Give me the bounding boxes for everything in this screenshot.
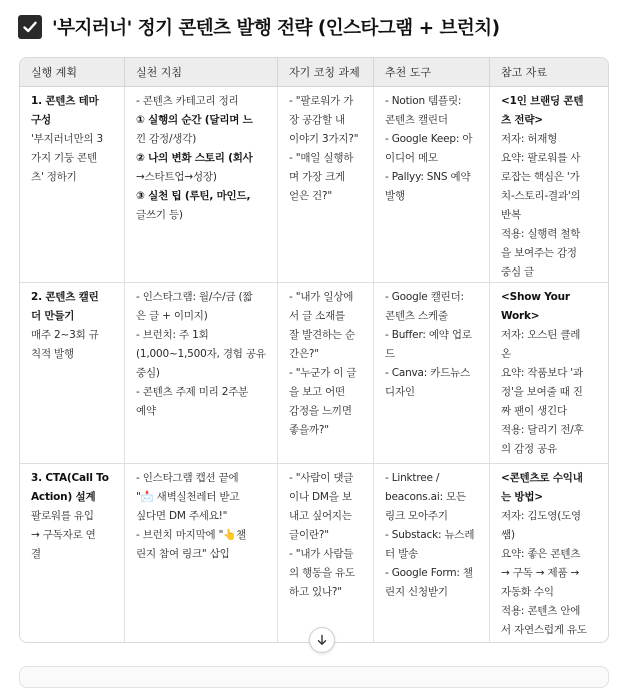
cell-line: Action) 설계 <box>31 491 96 503</box>
header-guideline: 실천 지침 <box>125 58 278 86</box>
cell-line: 온 <box>501 348 511 360</box>
cell-line: - "내가 일상에 <box>289 291 354 303</box>
cell-line: 이나 DM을 보 <box>289 491 352 503</box>
cell-line: - Buffer: 예약 업로 <box>385 329 472 341</box>
cell-line: 서 글 소재를 <box>289 310 345 322</box>
cell-line: 드 <box>385 348 395 360</box>
check-mark-icon <box>18 15 42 39</box>
cell-line: - 콘텐츠 카테고리 정리 <box>136 95 239 107</box>
cell-line: - Google Form: 챌 <box>385 567 473 579</box>
cell-line: 감정을 느끼면 <box>289 405 352 417</box>
cell-coaching <box>278 464 374 643</box>
cell-line: 는 방법> <box>501 491 543 503</box>
cell-line: 낀 감정/생각) <box>136 133 197 145</box>
cell-line: - "팔로워가 가 <box>289 95 354 107</box>
cell-line: 중심 글 <box>501 266 534 278</box>
cell-line: 구성 <box>31 114 51 126</box>
header-references: 참고 자료 <box>501 66 548 79</box>
cell-line: - 브런치: 주 1회 <box>136 329 209 341</box>
cell-line: 요약: 좋은 콘텐츠 <box>501 548 581 560</box>
cell-plan <box>20 87 125 282</box>
cell-line: 싶다면 DM 주세요!" <box>136 510 228 522</box>
page-title: '부지러너' 정기 콘텐츠 발행 전략 (인스타그램 + 브런치) <box>52 18 500 39</box>
cell-line: 얻은 건?" <box>289 190 332 202</box>
cell-line: 적용: 실행력 철학 <box>501 228 581 240</box>
cell-line: 짜 팬이 생긴다 <box>501 405 567 417</box>
table-header <box>20 58 608 87</box>
cell-line: - Substack: 뉴스레 <box>385 529 475 541</box>
cell-line: - 브런치 마지막에 "👆챌 <box>136 529 247 541</box>
cell-line: 은 글 + 이미지) <box>136 310 208 322</box>
cell-line: 간은?" <box>289 348 319 360</box>
cell-line: 1. 콘텐츠 테마 <box>31 95 99 107</box>
cell-plan <box>20 283 125 463</box>
cell-line: 요약: 작품보다 '과 <box>501 367 583 379</box>
cell-line: 치-스토리-결과'의 <box>501 190 581 202</box>
cell-references <box>490 87 608 282</box>
cell-line: (1,000~1,500자, 경험 공유 <box>136 348 266 360</box>
cell-line: 의 행동을 유도 <box>289 567 355 579</box>
cell-line: 저자: 허재형 <box>501 133 558 145</box>
cell-tools <box>374 87 490 282</box>
cell-line: 하고 있나?" <box>289 586 342 598</box>
cell-line: beacons.ai: 모든 <box>385 491 466 503</box>
header-coaching: 자기 코칭 과제 <box>278 58 374 86</box>
cell-tools <box>374 283 490 463</box>
cell-line: ③ 실천 팁 (루틴, 마인드, <box>136 190 251 202</box>
cell-tools <box>374 464 490 643</box>
strategy-table <box>19 57 609 643</box>
page-title-row <box>18 14 500 40</box>
cell-guideline <box>125 87 278 282</box>
cell-plan <box>20 464 125 643</box>
cell-line: 적용: 콘텐츠 안에 <box>501 605 581 617</box>
cell-line: 서 자연스럽게 유도 <box>501 624 587 636</box>
cell-line: 이야기 3가지?" <box>289 133 359 145</box>
cell-line: 장 공감할 내 <box>289 114 345 126</box>
cell-line: - Pallyy: SNS 예약 <box>385 171 471 183</box>
cell-line: ① 실행의 순간 (달리며 느 <box>136 114 253 126</box>
cell-line: - Canva: 카드뉴스 <box>385 367 471 379</box>
header-tools: 추천 도구 <box>374 58 490 86</box>
cell-line: 자동화 수익 <box>501 586 554 598</box>
cell-line: 디자인 <box>385 386 415 398</box>
cell-line: 내고 싶어지는 <box>289 510 352 522</box>
cell-line: 콘텐츠 캘린더 <box>385 114 448 126</box>
arrow-down-icon <box>316 634 328 646</box>
next-content-card <box>19 666 609 688</box>
cell-line: 저자: 김도영(도영 <box>501 510 581 522</box>
cell-line: 가지 기둥 콘텐 <box>31 152 97 164</box>
cell-line: - Notion 템플릿: <box>385 95 462 107</box>
cell-line: - 콘텐츠 주제 미리 2주분 <box>136 386 249 398</box>
cell-line: 글쓰기 등) <box>136 209 183 221</box>
cell-line: 린지 신청받기 <box>385 586 448 598</box>
cell-line: 을 보여주는 감정 <box>501 247 577 259</box>
cell-line: 팔로워를 유입 <box>31 510 94 522</box>
cell-references <box>490 464 608 643</box>
cell-line: →스타트업→성장) <box>136 171 217 183</box>
cell-line: - 인스타그램 캡션 끝에 <box>136 472 239 484</box>
cell-line: 글이란?" <box>289 529 329 541</box>
cell-line: 며 가장 크게 <box>289 171 345 183</box>
scroll-down-button[interactable] <box>309 627 335 653</box>
cell-line: - 인스타그램: 월/수/금 (짧 <box>136 291 253 303</box>
cell-line: 발행 <box>385 190 405 202</box>
cell-line: 을 보고 어떤 <box>289 386 345 398</box>
cell-line: 매주 2~3회 규 <box>31 329 99 341</box>
cell-guideline <box>125 464 278 643</box>
cell-line: <콘텐츠로 수익내 <box>501 472 583 484</box>
cell-line: 좋을까?" <box>289 424 329 436</box>
cell-line: 예약 <box>136 405 156 417</box>
table-row <box>20 87 608 283</box>
cell-line: 터 발송 <box>385 548 418 560</box>
table-row <box>20 283 608 464</box>
cell-line: 로잡는 핵심은 '가 <box>501 171 580 183</box>
cell-line: ② 나의 변화 스토리 (회사 <box>136 152 253 164</box>
cell-line: <Show Your <box>501 291 570 303</box>
cell-line: 이디어 메모 <box>385 152 438 164</box>
cell-line: - "누군가 이 글 <box>289 367 357 379</box>
cell-line: - "매일 실행하 <box>289 152 354 164</box>
cell-line: 츠' 정하기 <box>31 171 77 183</box>
cell-line: Work> <box>501 310 540 322</box>
cell-coaching <box>278 283 374 463</box>
cell-line: 츠 전략> <box>501 114 543 126</box>
cell-line: 2. 콘텐츠 캘린 <box>31 291 99 303</box>
cell-line: 잘 발견하는 순 <box>289 329 355 341</box>
cell-line: 반복 <box>501 209 521 221</box>
cell-guideline <box>125 283 278 463</box>
cell-line: 요약: 팔로워를 사 <box>501 152 581 164</box>
cell-line: - Google Keep: 아 <box>385 133 473 145</box>
cell-line: 의 감정 공유 <box>501 443 557 455</box>
cell-line: '부지러너만의 3 <box>31 133 103 145</box>
cell-line: → 구독 → 제품 → <box>501 567 580 579</box>
header-plan: 실행 계획 <box>20 58 125 86</box>
cell-line: → 구독자로 연 <box>31 529 96 541</box>
cell-line: 3. CTA(Call To <box>31 472 109 484</box>
cell-line: 더 만들기 <box>31 310 75 322</box>
cell-line: - "내가 사람들 <box>289 548 354 560</box>
cell-line: 링크 모아주기 <box>385 510 448 522</box>
cell-line: 칙적 발행 <box>31 348 74 360</box>
cell-line: 린지 참여 링크" 삽입 <box>136 548 230 560</box>
cell-coaching <box>278 87 374 282</box>
cell-line: - "사람이 댓글 <box>289 472 354 484</box>
cell-line: 중심) <box>136 367 160 379</box>
cell-line: - Google 캘린더: <box>385 291 464 303</box>
cell-line: 결 <box>31 548 41 560</box>
cell-line: 저자: 오스틴 클레 <box>501 329 581 341</box>
cell-line: 적용: 달리기 전/후 <box>501 424 584 436</box>
cell-line: <1인 브랜딩 콘텐 <box>501 95 584 107</box>
cell-references <box>490 283 608 463</box>
cell-line: 쌤) <box>501 529 515 541</box>
cell-line: 콘텐츠 스케줄 <box>385 310 448 322</box>
cell-line: - Linktree / <box>385 472 440 484</box>
table-row <box>20 464 608 643</box>
cell-line: 정'을 보여줄 때 진 <box>501 386 583 398</box>
cell-line: "📩 새벽실천레터 받고 <box>136 491 240 503</box>
